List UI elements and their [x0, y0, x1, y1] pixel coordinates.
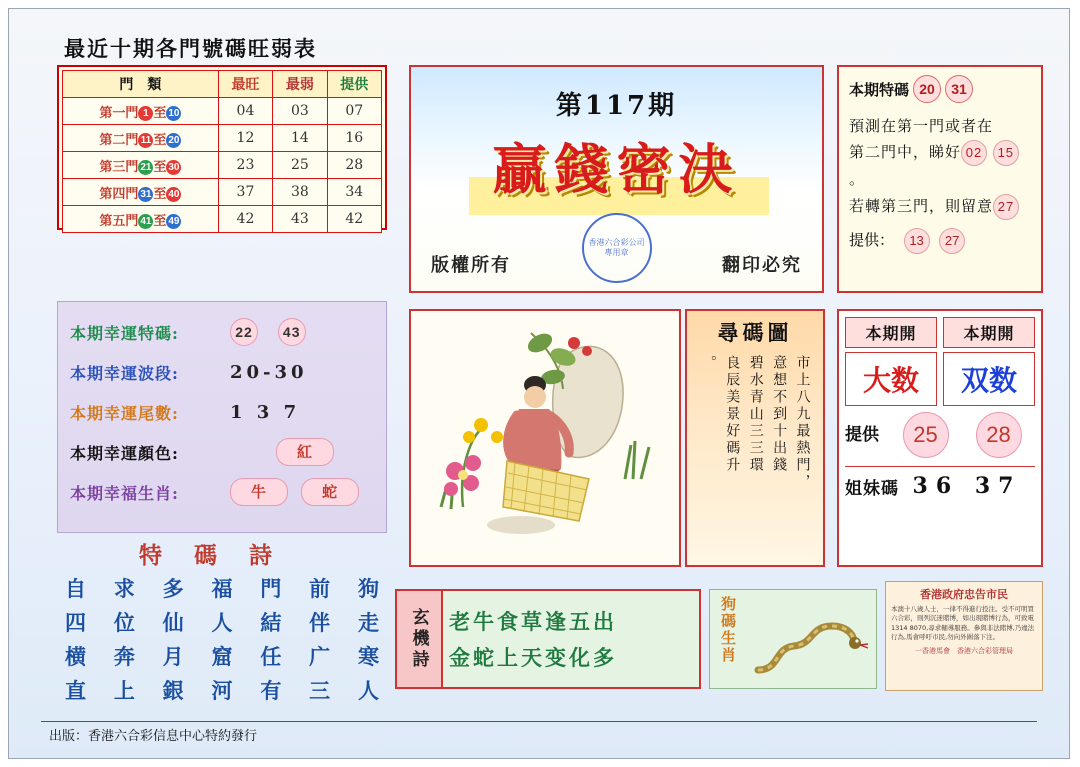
rank-table-title: 最近十期各門號碼旺弱表	[64, 36, 317, 61]
lucky-label-1: 本期幸運特碼:	[70, 323, 179, 343]
cell-hot: 37	[218, 179, 272, 206]
poem-char: 自	[65, 576, 86, 601]
cell-cold: 38	[273, 179, 327, 206]
results-headers	[845, 317, 1035, 348]
lucky-label-3: 本期幸運尾數:	[70, 403, 179, 423]
cell-hot: 04	[218, 98, 272, 125]
result-header-2: 本期開	[943, 317, 1035, 348]
cell-cold: 25	[273, 152, 327, 179]
poem-char: 前	[309, 576, 331, 601]
xunma-column: 意想不到十出錢	[771, 355, 788, 474]
special-provide-row	[849, 228, 1031, 254]
col-header-cold: 最弱	[273, 71, 327, 98]
poem-char: 上	[113, 678, 135, 703]
poem-char: 四	[65, 610, 86, 635]
lucky-row-4	[70, 432, 374, 472]
lucky-color: 紅	[276, 438, 334, 466]
special-line-2-pre: 第二門中，睇好	[849, 143, 962, 162]
special-code-row	[849, 75, 1031, 103]
government-notice	[885, 581, 1043, 691]
col-header-class: 門 類	[63, 71, 219, 98]
xunma-title: 尋碼圖	[717, 320, 793, 345]
poem-title: 特 碼 詩	[139, 542, 285, 569]
cell-hot: 12	[218, 125, 272, 152]
lucky-tails: 1 3 7	[230, 401, 301, 423]
row-label: 第三門 21 至 30	[63, 152, 219, 179]
table-row	[63, 98, 382, 125]
special-line-2-num-1: 02	[961, 140, 987, 166]
lucky-ball-1a: 22	[230, 318, 258, 346]
row-label: 第四門 31 至 40	[63, 179, 219, 206]
provide-ball-1: 25	[903, 412, 949, 458]
lucky-label-2: 本期幸運波段:	[70, 363, 179, 383]
poem-char: 走	[357, 610, 379, 635]
xuanji-tag: 玄機詩	[397, 591, 443, 687]
sister-numbers: 36 37	[912, 473, 1022, 499]
lucky-row-5	[70, 472, 374, 512]
results-provide-row	[845, 412, 1035, 458]
poem-line	[57, 571, 387, 605]
cell-cold: 43	[273, 206, 327, 233]
lucky-row-1	[70, 312, 374, 352]
illustration-picture	[409, 309, 681, 567]
poster-sheet	[8, 8, 1070, 759]
poem-char: 奔	[113, 644, 135, 669]
notice-title: 香港政府忠告市民	[920, 588, 1008, 601]
poem-char: 人	[211, 610, 233, 635]
poem-box	[57, 571, 387, 709]
poem-char: 多	[162, 576, 184, 601]
poem-line	[57, 605, 387, 639]
result-header-1: 本期開	[845, 317, 937, 348]
copyright-right: 翻印必究	[722, 255, 802, 276]
xuanji-box	[395, 589, 701, 689]
xunma-column: 碧水青山三三環	[747, 355, 764, 474]
lucky-ball-1b: 43	[278, 318, 306, 346]
col-header-give: 提供	[327, 71, 381, 98]
special-line-2-num-2: 15	[993, 140, 1019, 166]
poem-char: 窟	[211, 644, 233, 669]
results-provide-balls	[889, 412, 1035, 458]
xunma-column: 市上八九最熱門，	[794, 355, 811, 491]
poem-char: 位	[113, 610, 135, 635]
official-stamp: 香港六合彩公司 專用章	[582, 213, 652, 283]
poem-line	[57, 673, 387, 707]
zodiac-snake-label: 狗碼生肖	[719, 596, 737, 664]
poem-char: 結	[260, 610, 282, 635]
results-values	[845, 352, 1035, 406]
table-row	[63, 125, 382, 152]
poem-char: 福	[211, 576, 233, 601]
xunma-column: 良辰美景好碼升	[724, 355, 741, 474]
lucky-zodiac-1: 牛	[230, 478, 288, 506]
lucky-row-3	[70, 392, 374, 432]
special-provide-label: 提供：	[849, 230, 895, 249]
xunma-columns	[687, 355, 823, 491]
special-line-3-num: 27	[993, 194, 1019, 220]
poem-char: 三	[309, 678, 331, 703]
poem-char: 狗	[357, 576, 379, 601]
poem-char: 任	[260, 644, 282, 669]
cell-hot: 42	[218, 206, 272, 233]
illustration-svg	[411, 311, 679, 565]
notice-body: 本澳十八歲人士，一律不得進行投注。受不可明買六合彩，則列沉迷賭博，如出現賭博行為，可致電1314 8070,尋求輔導服務。參與非法賭博,乃違法行為,馬會呼吁市民,勿向外圍落下注。	[891, 605, 1035, 642]
sister-label: 姐妹碼	[845, 478, 899, 499]
publisher-footer: 出版：香港六合彩信息中心特約發行	[49, 729, 258, 744]
special-ball-2: 31	[945, 75, 973, 103]
provide-ball-2: 28	[976, 412, 1022, 458]
poem-line	[57, 639, 387, 673]
special-line-3	[849, 193, 1031, 220]
special-ball-1: 20	[913, 75, 941, 103]
cell-give: 42	[327, 206, 381, 233]
poem-char: 伴	[309, 610, 331, 635]
poem-char: 河	[211, 678, 233, 703]
xuanji-lines	[443, 591, 699, 687]
special-code-box	[837, 65, 1043, 293]
issue-number: 第117期	[555, 91, 678, 121]
results-provide-label: 提供	[845, 424, 879, 445]
special-provide-1: 13	[904, 228, 930, 254]
results-box	[837, 309, 1043, 567]
result-value-1: 大数	[845, 352, 937, 406]
table-row	[63, 179, 382, 206]
xuanji-line-2: 金蛇上天变化多	[449, 645, 617, 670]
row-label: 第五門 41 至 49	[63, 206, 219, 233]
special-provide-2: 27	[939, 228, 965, 254]
sister-row	[845, 466, 1035, 499]
special-paragraph	[849, 113, 1031, 220]
cell-give: 07	[327, 98, 381, 125]
issue-banner	[409, 65, 824, 293]
row-label: 第一門 1 至 10	[63, 98, 219, 125]
special-line-3-pre: 若轉第三門，則留意	[849, 196, 994, 215]
xunma-column: 。	[700, 355, 717, 372]
banner-headline: 贏錢密決	[492, 137, 741, 201]
lucky-zodiac-2: 蛇	[301, 478, 359, 506]
lucky-panel	[57, 301, 387, 533]
poem-char: 人	[357, 678, 379, 703]
rank-table-box	[57, 65, 387, 230]
cell-cold: 14	[273, 125, 327, 152]
cell-cold: 03	[273, 98, 327, 125]
col-header-hot: 最旺	[218, 71, 272, 98]
rank-table	[62, 70, 382, 233]
poem-char: 直	[65, 678, 86, 703]
lucky-range: 20-30	[230, 361, 308, 383]
xunma-box	[685, 309, 825, 567]
table-row	[63, 152, 382, 179]
cell-give: 34	[327, 179, 381, 206]
poem-char: 求	[113, 576, 135, 601]
special-line-2-post: 。	[849, 170, 866, 189]
cell-hot: 23	[218, 152, 272, 179]
xuanji-line-1: 老牛食草逢五出	[449, 609, 617, 634]
table-header-row	[63, 71, 382, 98]
poem-char: 有	[260, 678, 282, 703]
poem-char: 广	[309, 644, 331, 669]
poem-char: 寒	[357, 644, 379, 669]
notice-footer: 一香港馬會 香港六合彩管理局	[915, 646, 1013, 655]
poem-char: 仙	[162, 610, 184, 635]
poem-char: 横	[65, 644, 86, 669]
special-line-1: 預測在第一門或者在	[849, 117, 994, 135]
poem-char: 門	[260, 576, 282, 601]
lucky-label-4: 本期幸運顏色:	[70, 443, 179, 463]
lucky-label-5: 本期幸福生肖:	[70, 483, 179, 503]
row-label: 第二門 11 至 20	[63, 125, 219, 152]
lucky-row-2	[70, 352, 374, 392]
special-line-2	[849, 139, 1031, 192]
cell-give: 16	[327, 125, 381, 152]
poem-char: 月	[162, 644, 184, 669]
zodiac-snake-box	[709, 589, 877, 689]
cell-give: 28	[327, 152, 381, 179]
copyright-left: 版權所有	[431, 255, 511, 276]
special-code-label: 本期特碼	[849, 80, 910, 99]
footer-divider	[41, 721, 1037, 722]
result-value-2: 双数	[943, 352, 1035, 406]
poem-char: 銀	[162, 678, 184, 703]
snake-icon	[750, 612, 870, 682]
table-row	[63, 206, 382, 233]
